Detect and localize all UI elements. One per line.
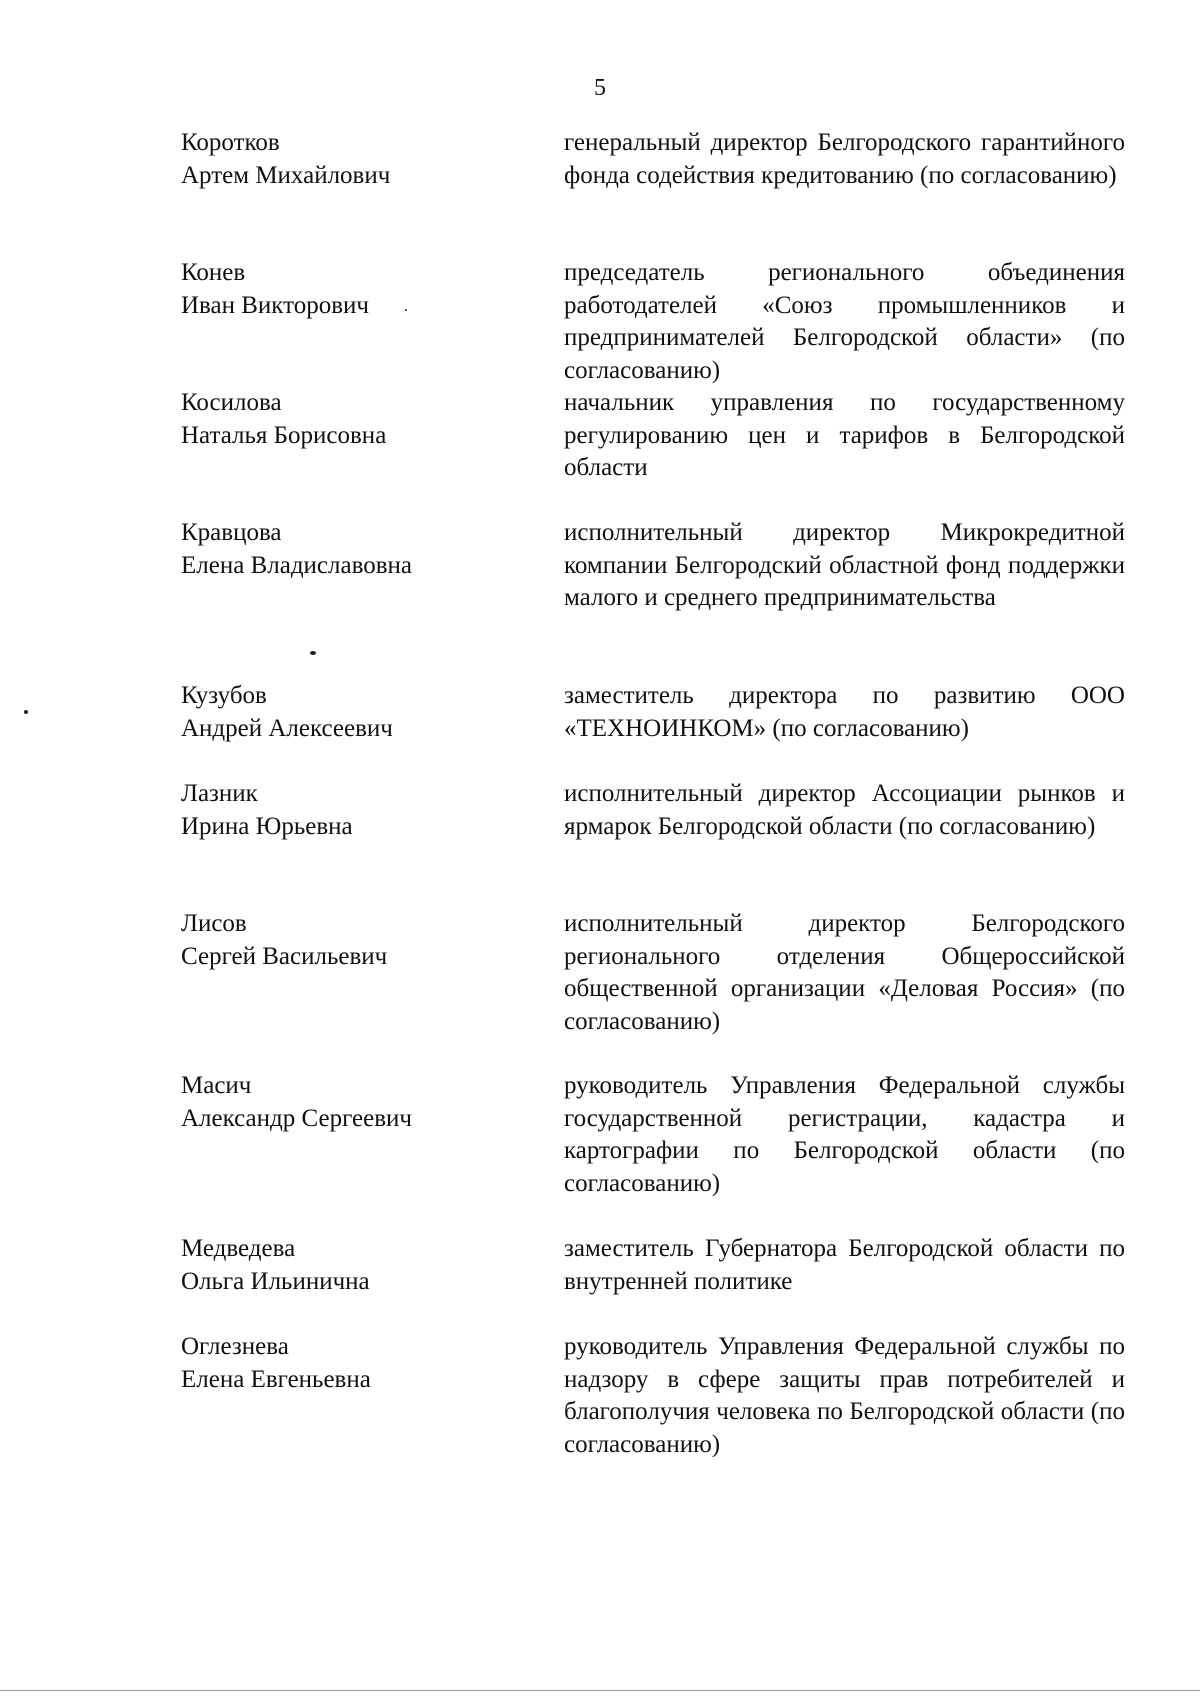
member-name xyxy=(181,387,521,452)
member-position: председатель регионального объединения работодателей «Союз промышленников и предпринимателей Белгородской области» (по согласованию) xyxy=(564,259,1125,384)
scan-speck xyxy=(405,309,407,311)
member-given-names: Ирина Юрьевна xyxy=(181,812,353,840)
member-given-names: Елена Евгеньевна xyxy=(181,1365,371,1393)
member-surname: Лазник xyxy=(181,780,258,807)
member-surname: Лисов xyxy=(181,910,247,937)
scan-speck xyxy=(24,710,28,714)
member-surname: Кузубов xyxy=(181,682,267,709)
member-given-names: Елена Владиславовна xyxy=(181,551,412,579)
member-position: генеральный директор Белгородского гарантийного фонда содействия кредитованию (по согласованию) xyxy=(564,129,1125,189)
member-given-names: Александр Сергеевич xyxy=(181,1104,412,1132)
member-name xyxy=(181,1331,521,1396)
member-surname: Медведева xyxy=(181,1235,296,1262)
member-given-names: Артем Михайлович xyxy=(181,161,391,189)
member-surname: Коротков xyxy=(181,129,280,156)
member-name xyxy=(181,680,521,745)
member-given-names: Иван Викторович xyxy=(181,291,369,319)
member-surname: Масич xyxy=(181,1072,252,1099)
member-name xyxy=(181,1233,521,1298)
member-name xyxy=(181,908,521,973)
member-name xyxy=(181,1070,521,1135)
member-position: заместитель Губернатора Белгородской области по внутренней политике xyxy=(564,1235,1125,1295)
member-position: исполнительный директор Белгородского регионального отделения Общероссийской общественной организации «Деловая Россия» (по согласованию) xyxy=(564,910,1125,1035)
member-position: руководитель Управления Федеральной службы по надзору в сфере защиты прав потребителей и благополучия человека по Белгородской области (по согласованию) xyxy=(564,1333,1125,1458)
member-name xyxy=(181,127,521,192)
member-surname: Конев xyxy=(181,259,246,286)
page-bottom-rule xyxy=(0,1690,1200,1691)
member-surname: Кравцова xyxy=(181,519,282,546)
member-given-names: Андрей Алексеевич xyxy=(181,714,393,742)
member-name xyxy=(181,257,521,322)
member-position: исполнительный директор Микрокредитной компании Белгородский областной фонд поддержки малого и среднего предпринимательства xyxy=(564,519,1125,611)
member-surname: Косилова xyxy=(181,389,282,416)
member-position: руководитель Управления Федеральной службы государственной регистрации, кадастра и картографии по Белгородской области (по согласованию) xyxy=(564,1072,1125,1197)
member-position: исполнительный директор Ассоциации рынков и ярмарок Белгородской области (по согласованию) xyxy=(564,780,1125,840)
member-given-names: Ольга Ильинична xyxy=(181,1267,370,1295)
member-position: начальник управления по государственному регулированию цен и тарифов в Белгородской области xyxy=(564,389,1125,481)
member-surname: Оглезнева xyxy=(181,1333,289,1360)
member-given-names: Наталья Борисовна xyxy=(181,421,387,449)
member-position: заместитель директора по развитию ООО «ТЕХНОИНКОМ» (по согласованию) xyxy=(564,682,1125,742)
member-name xyxy=(181,778,521,843)
member-given-names: Сергей Васильевич xyxy=(181,942,388,970)
page-number: 5 xyxy=(594,75,606,101)
scan-speck xyxy=(310,651,316,655)
member-name xyxy=(181,517,521,582)
